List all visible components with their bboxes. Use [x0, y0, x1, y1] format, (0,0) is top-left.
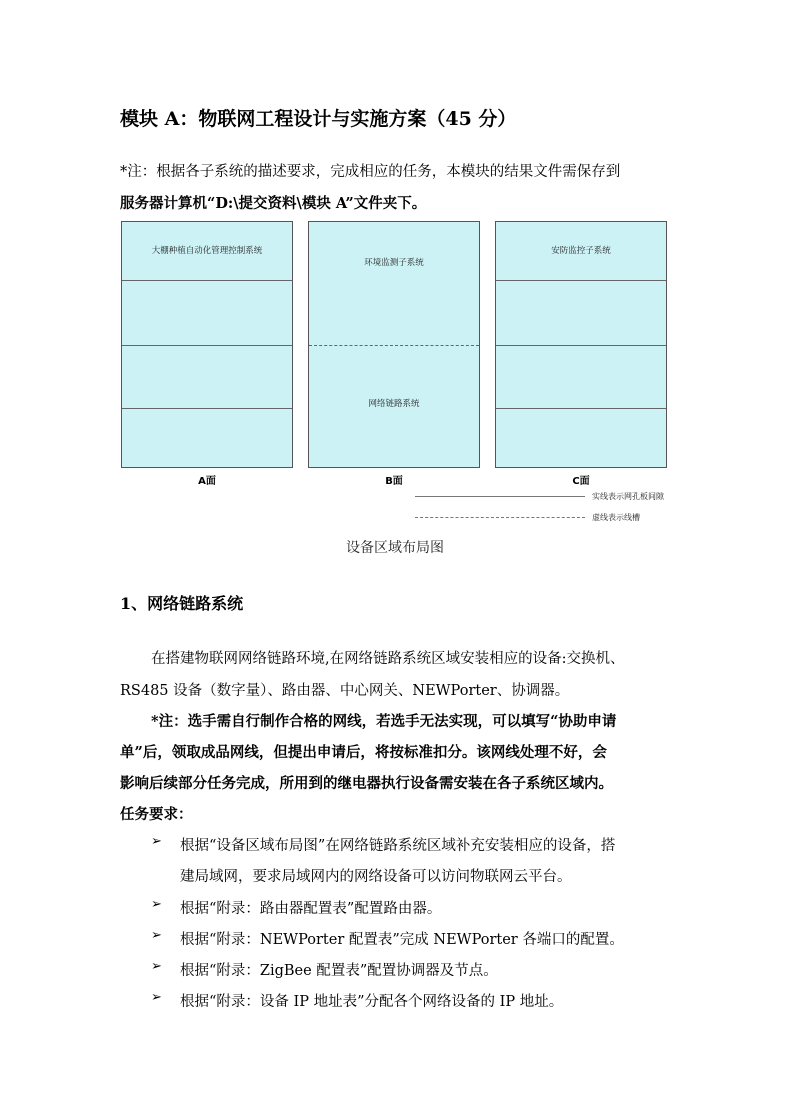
- bullet-text: 根据“附录：路由器配置表”配置路由器。: [180, 901, 442, 917]
- panel-c-label: 安防监控子系统: [551, 246, 611, 256]
- panel-b-bottom-label: 网络链路系统: [368, 399, 420, 409]
- bullet-text: 根据“设备区域布局图”在网络链路系统区域补充安装相应的设备，搭: [180, 838, 616, 854]
- panel-divider: [496, 408, 666, 409]
- panel-divider: [496, 280, 666, 281]
- bullet-arrow-icon: ➢: [151, 959, 162, 974]
- bullet-arrow-icon: ➢: [151, 990, 162, 1005]
- legend-dashed-text: 虚线表示线槽: [592, 513, 640, 522]
- bullet-text-continued: 建局域网，要求局域网内的网络设备可以访问物联网云平台。: [180, 869, 572, 885]
- paragraph-line: 在搭建物联网网络链路环境,在网络链路系统区域安装相应的设备:交换机、: [151, 651, 625, 667]
- legend-solid-text: 实线表示网孔板间隙: [592, 492, 664, 501]
- bullet-arrow-icon: ➢: [151, 834, 162, 849]
- diagram-caption: 设备区域布局图: [346, 540, 444, 556]
- face-a-label: A面: [198, 476, 216, 487]
- panel-divider: [122, 408, 292, 409]
- legend-dashed-line: [415, 517, 585, 518]
- panel-c: [495, 221, 667, 468]
- panel-b: [308, 221, 480, 468]
- bullet-arrow-icon: ➢: [151, 897, 162, 912]
- panel-b-top-label: 环境监测子系统: [364, 258, 424, 268]
- note-line-1: *注：根据各子系统的描述要求，完成相应的任务，本模块的结果文件需保存到: [120, 164, 621, 180]
- panel-a-label: 大棚种植自动化管理控制系统: [151, 246, 263, 256]
- panel-a: [121, 221, 293, 468]
- legend-solid-line: [415, 496, 585, 497]
- page-title: 模块 A：物联网工程设计与实施方案（45 分）: [120, 108, 517, 130]
- note-paragraph-line: 影响后续部分任务完成，所用到的继电器执行设备需安装在各子系统区域内。: [120, 775, 613, 792]
- bullet-text: 根据“附录：NEWPorter 配置表”完成 NEWPorter 各端口的配置。: [180, 932, 624, 948]
- note-line-2: 服务器计算机“D:\提交资料\模块 A”文件夹下。: [120, 195, 427, 212]
- panel-divider: [122, 345, 292, 346]
- face-b-label: B面: [385, 476, 403, 487]
- panel-divider: [496, 345, 666, 346]
- panel-dashed-divider: [309, 345, 479, 346]
- note-paragraph-line: *注：选手需自行制作合格的网线，若选手无法实现，可以填写“协助申请: [151, 713, 617, 730]
- bullet-text: 根据“附录：设备 IP 地址表”分配各个网络设备的 IP 地址。: [180, 994, 564, 1010]
- section-heading: 1、网络链路系统: [120, 594, 244, 613]
- task-heading: 任务要求：: [120, 806, 193, 823]
- paragraph-line: RS485 设备（数字量）、路由器、中心网关、NEWPorter、协调器。: [120, 683, 570, 699]
- bullet-text: 根据“附录：ZigBee 配置表”配置协调器及节点。: [180, 963, 498, 979]
- note-paragraph-line: 单”后，领取成品网线，但提出申请后，将按标准扣分。该网线处理不好，会: [120, 744, 607, 761]
- bullet-arrow-icon: ➢: [151, 928, 162, 943]
- face-c-label: C面: [572, 476, 590, 487]
- panel-divider: [122, 280, 292, 281]
